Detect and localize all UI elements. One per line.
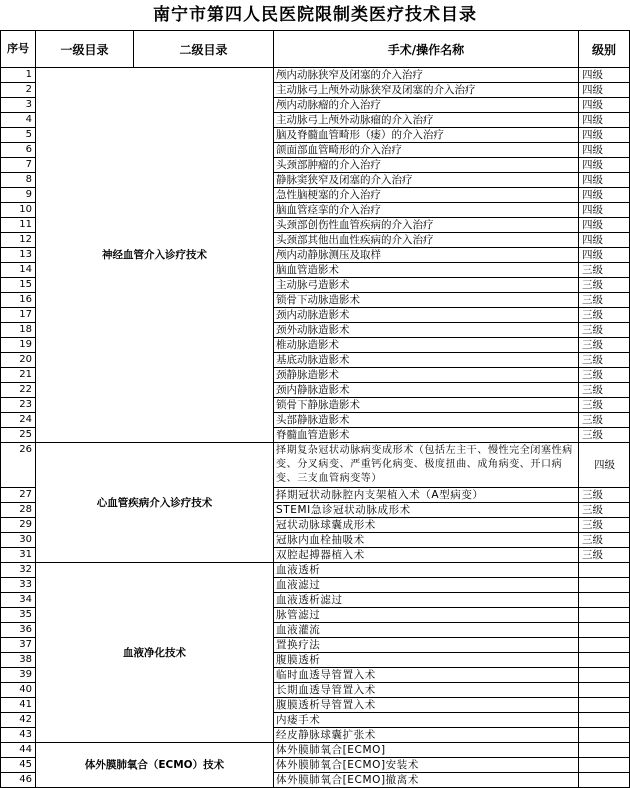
table-row <box>1 68 630 83</box>
row-number: 7 <box>1 158 36 173</box>
level-cell <box>579 713 630 728</box>
row-number: 12 <box>1 233 36 248</box>
row-number: 4 <box>1 113 36 128</box>
procedure-name: 体外膜肺氧合[ECMO] <box>274 743 579 758</box>
procedure-name: 脉管滤过 <box>274 608 579 623</box>
level-cell: 四级 <box>579 188 630 203</box>
procedure-name: 脑血管造影术 <box>274 263 579 278</box>
header-cat2: 二级目录 <box>134 31 274 68</box>
procedure-name: 颈静脉造影术 <box>274 368 579 383</box>
table-body <box>1 68 630 788</box>
procedure-name: 长期血透导管置入术 <box>274 683 579 698</box>
row-number: 31 <box>1 548 36 563</box>
procedure-name: 锁骨下动脉造影术 <box>274 293 579 308</box>
row-number: 33 <box>1 578 36 593</box>
row-number: 6 <box>1 143 36 158</box>
header-level: 级别 <box>579 31 630 68</box>
level-cell: 三级 <box>579 368 630 383</box>
row-number: 20 <box>1 353 36 368</box>
level-cell: 三级 <box>579 308 630 323</box>
level-cell: 三级 <box>579 383 630 398</box>
row-number: 8 <box>1 173 36 188</box>
row-number: 14 <box>1 263 36 278</box>
level-cell: 三级 <box>579 488 630 503</box>
procedure-name: 经皮静脉球囊扩张术 <box>274 728 579 743</box>
row-number: 42 <box>1 713 36 728</box>
level-cell: 四级 <box>579 83 630 98</box>
level-cell: 三级 <box>579 353 630 368</box>
procedure-name: 择期冠状动脉腔内支架植入术（A型病变） <box>274 488 579 503</box>
procedure-name: 颅内动静脉测压及取样 <box>274 248 579 263</box>
procedure-name: 主动脉弓上颅外动脉瘤的介入治疗 <box>274 113 579 128</box>
row-number: 3 <box>1 98 36 113</box>
procedure-name: 椎动脉造影术 <box>274 338 579 353</box>
row-number: 10 <box>1 203 36 218</box>
procedure-name: 脑及脊髓血管畸形（瘘）的介入治疗 <box>274 128 579 143</box>
level-cell: 四级 <box>579 203 630 218</box>
row-number: 27 <box>1 488 36 503</box>
procedure-name: 主动脉弓上颅外动脉狭窄及闭塞的介入治疗 <box>274 83 579 98</box>
procedure-name: 血液滤过 <box>274 578 579 593</box>
row-number: 21 <box>1 368 36 383</box>
procedure-name: 腹膜透析导管置入术 <box>274 698 579 713</box>
row-number: 9 <box>1 188 36 203</box>
level-cell <box>579 773 630 788</box>
header-no: 序号 <box>1 31 36 68</box>
procedure-name: 血液灌流 <box>274 623 579 638</box>
level-cell <box>579 758 630 773</box>
row-number: 40 <box>1 683 36 698</box>
category-label: 血液净化技术 <box>36 563 274 743</box>
level-cell <box>579 593 630 608</box>
procedure-name: 血液透析滤过 <box>274 593 579 608</box>
procedure-name: 脊髓血管造影术 <box>274 428 579 443</box>
level-cell: 三级 <box>579 503 630 518</box>
level-cell: 三级 <box>579 533 630 548</box>
category-label: 体外膜肺氧合（ECMO）技术 <box>36 743 274 788</box>
row-number: 32 <box>1 563 36 578</box>
procedure-name: 主动脉弓造影术 <box>274 278 579 293</box>
level-cell: 三级 <box>579 428 630 443</box>
level-cell <box>579 743 630 758</box>
procedure-name: 静脉窦狭窄及闭塞的介入治疗 <box>274 173 579 188</box>
level-cell <box>579 638 630 653</box>
procedure-name: 冠脉内血栓抽吸术 <box>274 533 579 548</box>
row-number: 28 <box>1 503 36 518</box>
procedure-name: 双腔起搏器植入术 <box>274 548 579 563</box>
level-cell <box>579 698 630 713</box>
level-cell <box>579 653 630 668</box>
procedure-name: 临时血透导管置入术 <box>274 668 579 683</box>
table-row <box>1 563 630 578</box>
procedure-name: 体外膜肺氧合[ECMO]安装术 <box>274 758 579 773</box>
table-row <box>1 743 630 758</box>
level-cell: 四级 <box>579 128 630 143</box>
procedure-name: 血液透析 <box>274 563 579 578</box>
row-number: 41 <box>1 698 36 713</box>
procedure-name: 腹膜透析 <box>274 653 579 668</box>
procedure-name: 头颈部其他出血性疾病的介入治疗 <box>274 233 579 248</box>
level-cell: 四级 <box>579 143 630 158</box>
level-cell <box>579 578 630 593</box>
procedure-name: 颅内动脉狭窄及闭塞的介入治疗 <box>274 68 579 83</box>
row-number: 36 <box>1 623 36 638</box>
level-cell <box>579 608 630 623</box>
row-number: 43 <box>1 728 36 743</box>
level-cell: 三级 <box>579 338 630 353</box>
procedure-name: 置换疗法 <box>274 638 579 653</box>
row-number: 34 <box>1 593 36 608</box>
row-number: 17 <box>1 308 36 323</box>
level-cell: 四级 <box>579 68 630 83</box>
row-number: 44 <box>1 743 36 758</box>
level-cell <box>579 623 630 638</box>
procedure-name: 择期复杂冠状动脉病变成形术（包括左主干、慢性完全闭塞性病变、分叉病变、严重钙化病变、极度扭曲、成角病变、开口病变、三支血管病变等） <box>274 443 579 488</box>
row-number: 24 <box>1 413 36 428</box>
row-number: 5 <box>1 128 36 143</box>
procedure-name: 头部静脉造影术 <box>274 413 579 428</box>
level-cell: 三级 <box>579 548 630 563</box>
category-label: 心血管疾病介入诊疗技术 <box>36 443 274 563</box>
level-cell: 三级 <box>579 413 630 428</box>
level-cell: 四级 <box>579 218 630 233</box>
row-number: 25 <box>1 428 36 443</box>
level-cell: 四级 <box>579 248 630 263</box>
row-number: 45 <box>1 758 36 773</box>
level-cell: 三级 <box>579 518 630 533</box>
row-number: 35 <box>1 608 36 623</box>
table-row <box>1 443 630 488</box>
procedure-name: 颌面部血管畸形的介入治疗 <box>274 143 579 158</box>
level-cell <box>579 668 630 683</box>
level-cell: 四级 <box>579 233 630 248</box>
level-cell: 四级 <box>579 158 630 173</box>
row-number: 16 <box>1 293 36 308</box>
procedure-name: STEMI急诊冠状动脉成形术 <box>274 503 579 518</box>
row-number: 22 <box>1 383 36 398</box>
procedure-name: 头颈部肿瘤的介入治疗 <box>274 158 579 173</box>
level-cell: 三级 <box>579 278 630 293</box>
row-number: 13 <box>1 248 36 263</box>
level-cell: 四级 <box>579 173 630 188</box>
row-number: 29 <box>1 518 36 533</box>
level-cell <box>579 728 630 743</box>
level-cell: 四级 <box>579 443 630 488</box>
level-cell: 三级 <box>579 398 630 413</box>
header-cat1: 一级目录 <box>36 31 134 68</box>
row-number: 30 <box>1 533 36 548</box>
procedure-name: 头颈部创伤性血管疾病的介入治疗 <box>274 218 579 233</box>
row-number: 18 <box>1 323 36 338</box>
procedure-name: 锁骨下静脉造影术 <box>274 398 579 413</box>
level-cell <box>579 683 630 698</box>
category-label: 神经血管介入诊疗技术 <box>36 68 274 443</box>
page-title: 南宁市第四人民医院限制类医疗技术目录 <box>153 5 477 25</box>
procedure-name: 体外膜肺氧合[ECMO]撤离术 <box>274 773 579 788</box>
row-number: 19 <box>1 338 36 353</box>
row-number: 39 <box>1 668 36 683</box>
level-cell: 三级 <box>579 323 630 338</box>
level-cell: 三级 <box>579 293 630 308</box>
level-cell: 四级 <box>579 98 630 113</box>
row-number: 37 <box>1 638 36 653</box>
row-number: 46 <box>1 773 36 788</box>
level-cell: 三级 <box>579 263 630 278</box>
row-number: 1 <box>1 68 36 83</box>
procedure-name: 颈内动脉造影术 <box>274 308 579 323</box>
row-number: 15 <box>1 278 36 293</box>
row-number: 2 <box>1 83 36 98</box>
procedure-name: 冠状动脉球囊成形术 <box>274 518 579 533</box>
level-cell: 四级 <box>579 113 630 128</box>
procedure-name: 脑血管痉挛的介入治疗 <box>274 203 579 218</box>
procedure-name: 急性脑梗塞的介入治疗 <box>274 188 579 203</box>
procedure-name: 颈外动脉造影术 <box>274 323 579 338</box>
row-number: 23 <box>1 398 36 413</box>
header-name: 手术/操作名称 <box>274 31 579 68</box>
procedure-name: 颈内静脉造影术 <box>274 383 579 398</box>
row-number: 38 <box>1 653 36 668</box>
technology-catalog-table <box>0 30 630 788</box>
procedure-name: 颅内动脉瘤的介入治疗 <box>274 98 579 113</box>
row-number: 11 <box>1 218 36 233</box>
level-cell <box>579 563 630 578</box>
row-number: 26 <box>1 443 36 488</box>
table-header-row <box>1 31 630 68</box>
procedure-name: 基底动脉造影术 <box>274 353 579 368</box>
procedure-name: 内瘘手术 <box>274 713 579 728</box>
